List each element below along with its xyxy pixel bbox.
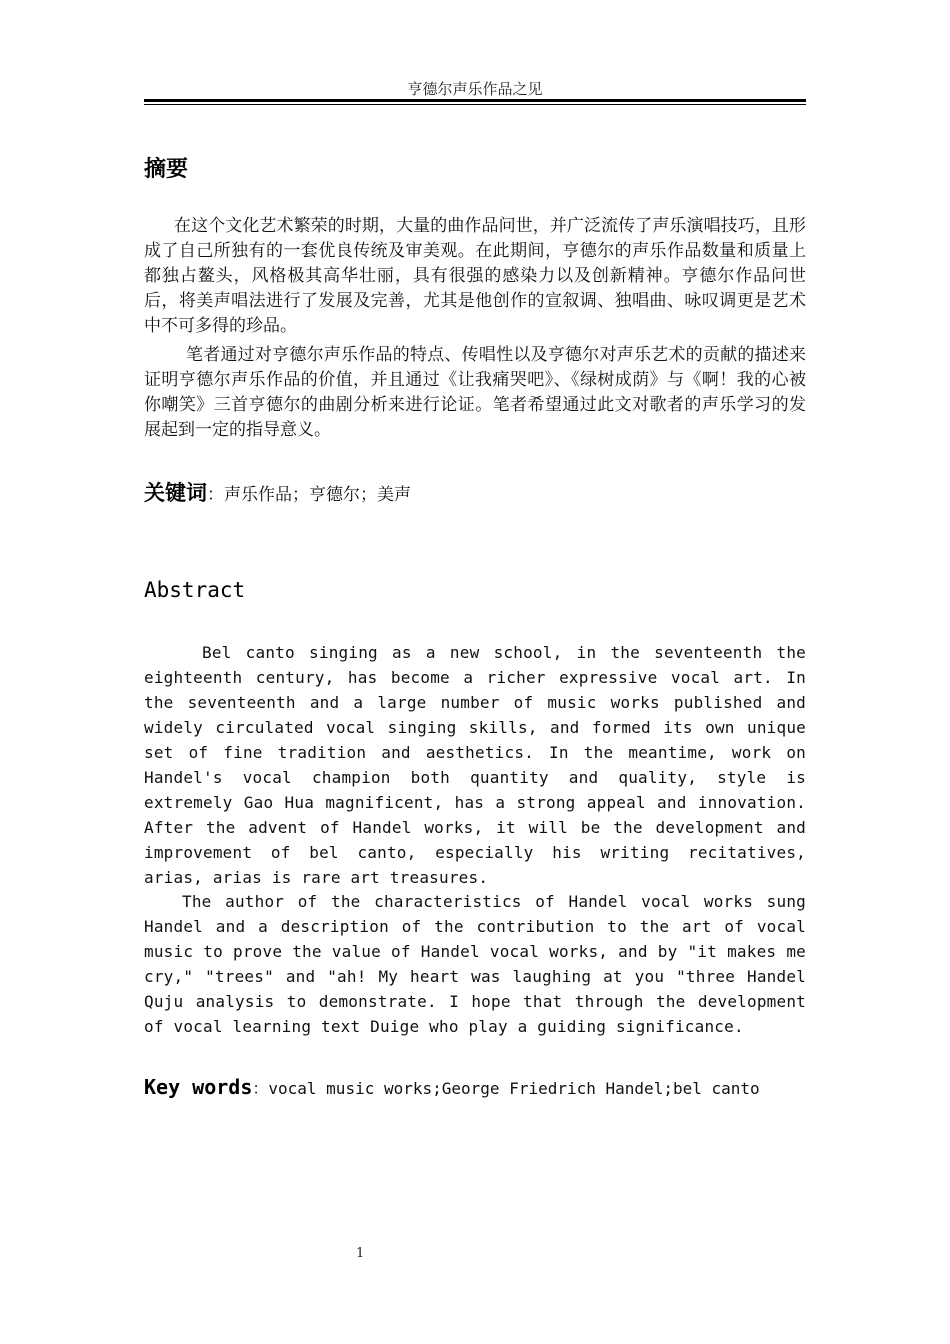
keywords-zh xyxy=(144,477,806,507)
abstract-zh-paragraph-1: 在这个文化艺术繁荣的时期，大量的曲作品问世，并广泛流传了声乐演唱技巧，且形成了自己所独有的一套优良传统及审美观。在此期间，亨德尔的声乐作品数量和质量上都独占鳌头，风格极其高华壮丽，具有很强的感染力以及创新精神。亨德尔作品问世后，将美声唱法进行了发展及完善，尤其是他创作的宣叙调、独唱曲、咏叹调更是艺术中不可多得的珍品。 xyxy=(144,216,806,336)
header-title: 亨德尔声乐作品之见 xyxy=(407,80,543,98)
abstract-en-heading: Abstract xyxy=(144,578,246,602)
abstract-en-paragraph-2: The author of the characteristics of Handel vocal works sung Handel and a description of the contribution to the art of vocal music to prove the value of Handel vocal works, and by "it makes me cry," "trees" and "ah! My heart was laughing at you "three Handel Quju analysis to demonstrate. I hope that through the development of vocal learning text Duige who play a guiding significance. xyxy=(144,892,806,1036)
keywords-zh-label: 关键词 xyxy=(144,481,207,505)
keywords-en-label: Key words xyxy=(144,1075,253,1099)
page-number: 1 xyxy=(356,1246,365,1261)
header-rule-thin xyxy=(144,104,806,105)
keywords-zh-text: ：声乐作品；亨德尔；美声 xyxy=(207,485,411,505)
header-rule-thick xyxy=(144,99,806,102)
abstract-en-paragraph-1: Bel canto singing as a new school, in the seventeenth the eighteenth century, has become a richer expressive vocal art. In the seventeenth and a large number of music works published and widely circulated vocal singing skills, and formed its own unique set of fine tradition and aesthetics. In the meantime, work on Handel's vocal champion both quantity and quality, style is extremely Gao Hua magnificent, has a strong appeal and innovation. After the advent of Handel works, it will be the development and improvement of bel canto, especially his writing recitatives, arias, arias is rare art treasures. xyxy=(144,643,806,887)
keywords-en-text: ：vocal music works;George Friedrich Handel;bel canto xyxy=(252,1079,760,1098)
keywords-en xyxy=(144,1075,806,1099)
abstract-zh-paragraph-2: 笔者通过对亨德尔声乐作品的特点、传唱性以及亨德尔对声乐艺术的贡献的描述来证明亨德尔声乐作品的价值，并且通过《让我痛哭吧》、《绿树成荫》与《啊！我的心被你嘲笑》三首亨德尔的曲剧分析来进行论证。笔者希望通过此文对歌者的声乐学习的发展起到一定的指导意义。 xyxy=(144,345,806,440)
abstract-zh-heading: 摘要 xyxy=(144,157,189,182)
